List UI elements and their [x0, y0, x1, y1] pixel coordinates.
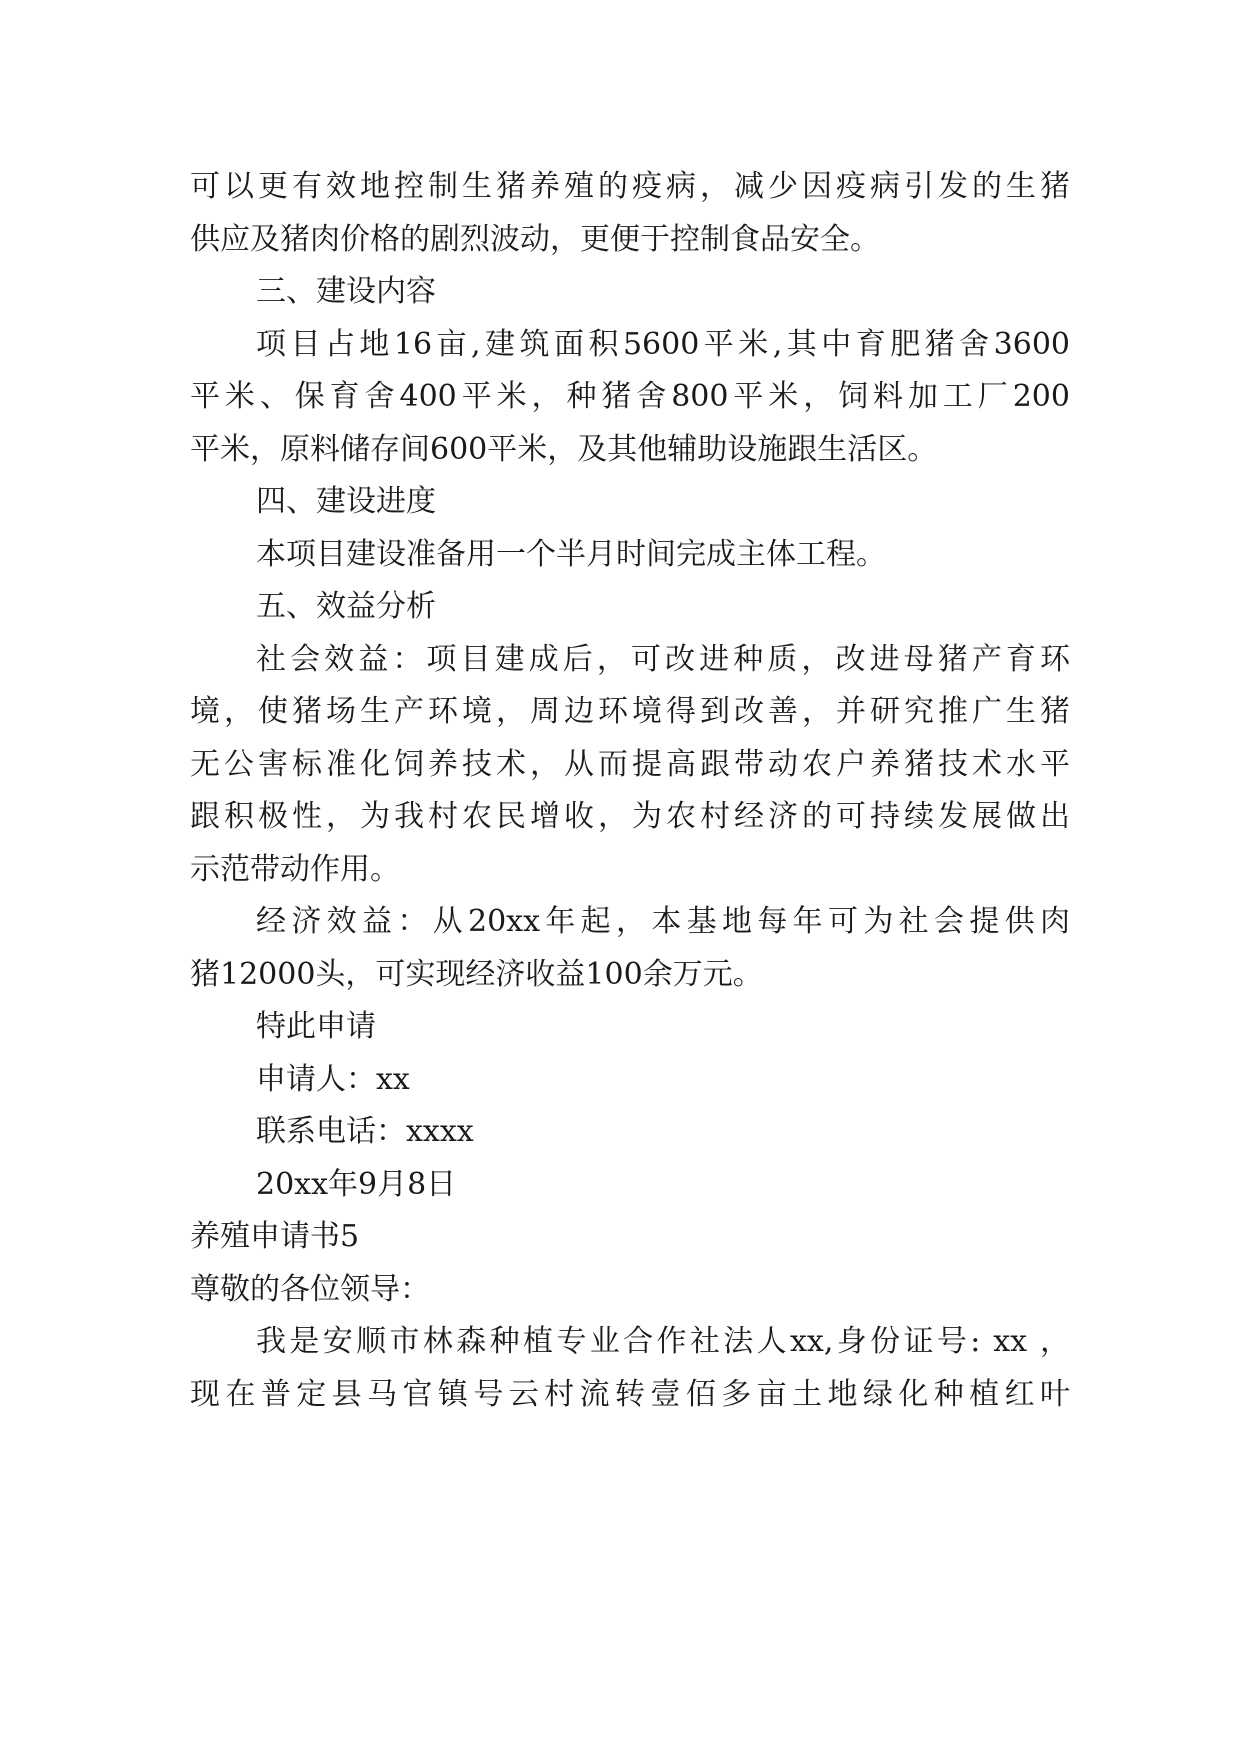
date-line: 20xx年9月8日: [256, 1167, 457, 1202]
body-text-line: 猪12000头，可实现经济收益100余万元。: [190, 957, 763, 992]
body-text-line: 我是安顺市林森种植专业合作社法人xx,身份证号: xx ，: [256, 1324, 1070, 1359]
body-text-line: 平米，原料储存间600平米，及其他辅助设施跟生活区。: [190, 432, 938, 467]
body-text-line: 可以更有效地控制生猪养殖的疫病，减少因疫病引发的生猪: [190, 169, 1070, 204]
section-heading: 五、效益分析: [256, 589, 436, 624]
phone-line: 联系电话：xxxx: [256, 1114, 474, 1149]
closing-text: 特此申请: [256, 1009, 376, 1044]
body-text-line: 本项目建设准备用一个半月时间完成主体工程。: [256, 537, 886, 572]
section-heading: 四、建设进度: [256, 484, 436, 519]
salutation: 尊敬的各位领导：: [190, 1272, 430, 1307]
section-heading: 三、建设内容: [256, 274, 436, 309]
body-text-line: 经济效益：从20xx年起，本基地每年可为社会提供肉: [256, 904, 1070, 939]
body-text-line: 平米、保育舍400平米，种猪舍800平米，饲料加工厂200: [190, 379, 1070, 414]
body-text-line: 无公害标准化饲养技术，从而提高跟带动农户养猪技术水平: [190, 747, 1070, 782]
body-text-line: 项目占地16亩,建筑面积5600平米,其中育肥猪舍3600: [256, 327, 1070, 362]
body-text-line: 境，使猪场生产环境，周边环境得到改善，并研究推广生猪: [190, 694, 1070, 729]
body-text-line: 现在普定县马官镇号云村流转壹佰多亩土地绿化种植红叶: [190, 1377, 1070, 1412]
body-text-line: 跟积极性，为我村农民增收，为农村经济的可持续发展做出: [190, 799, 1070, 834]
body-text-line: 社会效益：项目建成后，可改进种质，改进母猪产育环: [256, 642, 1070, 677]
body-text-line: 供应及猪肉价格的剧烈波动，更便于控制食品安全。: [190, 222, 880, 257]
body-text-line: 示范带动作用。: [190, 852, 400, 887]
document-title: 养殖申请书5: [190, 1219, 360, 1254]
applicant-line: 申请人：xx: [256, 1062, 410, 1097]
